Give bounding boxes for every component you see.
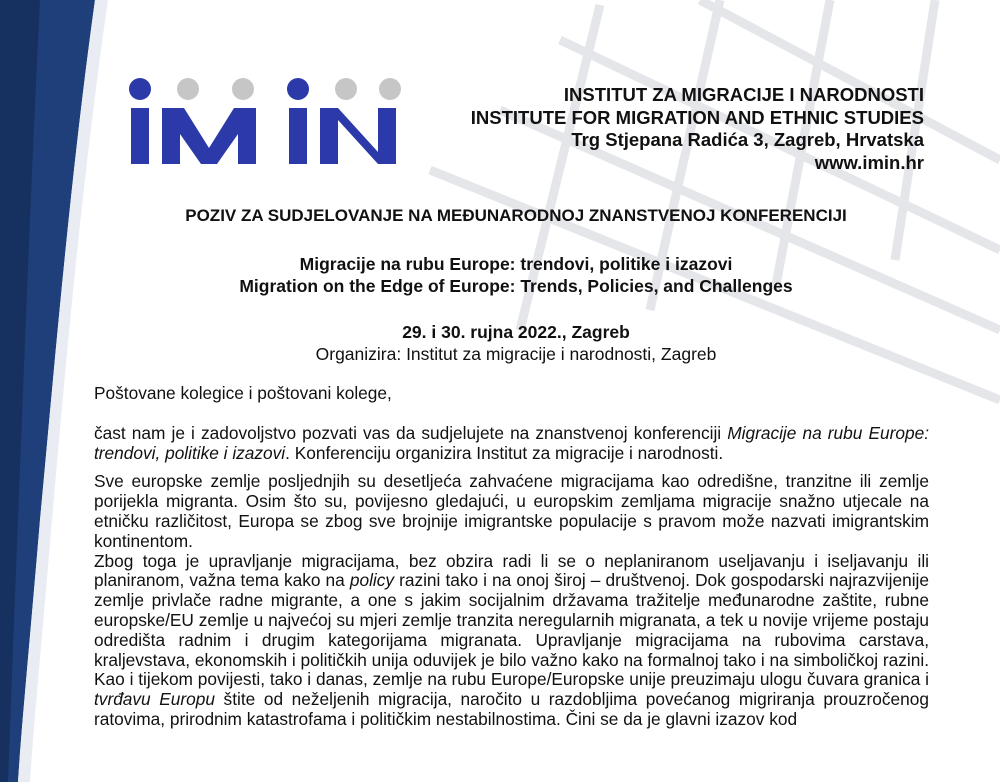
fortress-europe-italic: tvrđavu Europu (94, 689, 215, 710)
institute-website: www.imin.hr (814, 151, 924, 173)
institute-name-hr: INSTITUT ZA MIGRACIJE I NARODNOSTI (563, 84, 924, 105)
paragraph-management-text-3: štite od neželjenih migracija, naročito u razdobljima povećanog migriranja prouzročenog ratovima, prirodnim katastrofama i političkim nestabilnostima. Čini se da je glavni izazov kod (94, 689, 929, 729)
paragraph-management-text-2: razini tako i na onoj širој – društvenoj. Dok gospodarski najrazvijenije zemlje privlače radne migrante, a one s jakim socijalnim državama tražitelje međunarodne zaštite, rubne europske/EU zemlje u najvećoj su mjeri zemlje tranzita neregularnih migranata, a tek u novije vrijeme postaju odredišta radnim i drugim kategorijama migranata. Upravljanje migracijama na rubovima carstava, kraljevstava, ekonomskih i političkih unija oduvijek je bilo važno kako na formalnoj tako i na simboličkoj razini. Kao i tijekom povijesti, tako i danas, zemlje na rubu Europe/Europske unije preuzimaju ulogu čuvara granica i (94, 570, 929, 690)
conference-title-italic: Migracije na rubu Europe: trendovi, politike i izazovi (94, 422, 930, 463)
conference-date: 29. i 30. rujna 2022., Zagreb (402, 322, 630, 342)
institute-address: Trg Stjepana Radića 3, Zagreb, Hrvatska (571, 129, 924, 150)
paragraph-management-text-1: Zbog toga je upravljanje migracijama, bez obzira radi li se o neplaniranom useljavanju i iseljavanju ili planiranom, važna tema kako na (94, 550, 929, 591)
paragraph-intro (94, 424, 929, 464)
institute-name-en: INSTITUTE FOR MIGRATION AND ETHNIC STUDIES (470, 106, 924, 128)
policy-italic: policy (349, 570, 395, 591)
paragraph-management (94, 552, 929, 730)
conference-organizer: Organizira: Institut za migracije i narodnosti, Zagreb (315, 344, 717, 364)
paragraph-europe: Sve europske zemlje posljednjih su desetljeća zahvaćene migracijama kao odredišne, tranzitne ili zemlje porijekla migranta. Osim što su, povijesno gledajući, u europskim zemljama migracije snažno utjecale na etničku različitost, Europa se zbog sve brojnije imigrantske populacije s pravom može nazvati imigrantskim kontinentom. (94, 471, 929, 551)
call-title: POZIV ZA SUDJELOVANJE NA MEĐUNARODNOJ ZNANSTVENOJ KONFERENCIJI (185, 206, 847, 225)
conference-titles (96, 253, 936, 297)
greeting: Poštovane kolegice i poštovani kolege, (94, 383, 392, 403)
imin-logo (122, 76, 406, 166)
paragraph-intro-text: čast nam je i zadovoljstvo pozvati vas da sudjelujete na znanstvenoj konferenciji (94, 422, 728, 443)
institute-header (471, 84, 924, 174)
paragraph-intro-end: . Konferenciju organizira Institut za migracije i narodnosti. (285, 442, 724, 463)
conference-title-hr: Migracije na rubu Europe: trendovi, politike i izazovi (299, 254, 733, 274)
conference-title-en: Migration on the Edge of Europe: Trends, Policies, and Challenges (239, 276, 793, 296)
letter-body (94, 384, 929, 730)
